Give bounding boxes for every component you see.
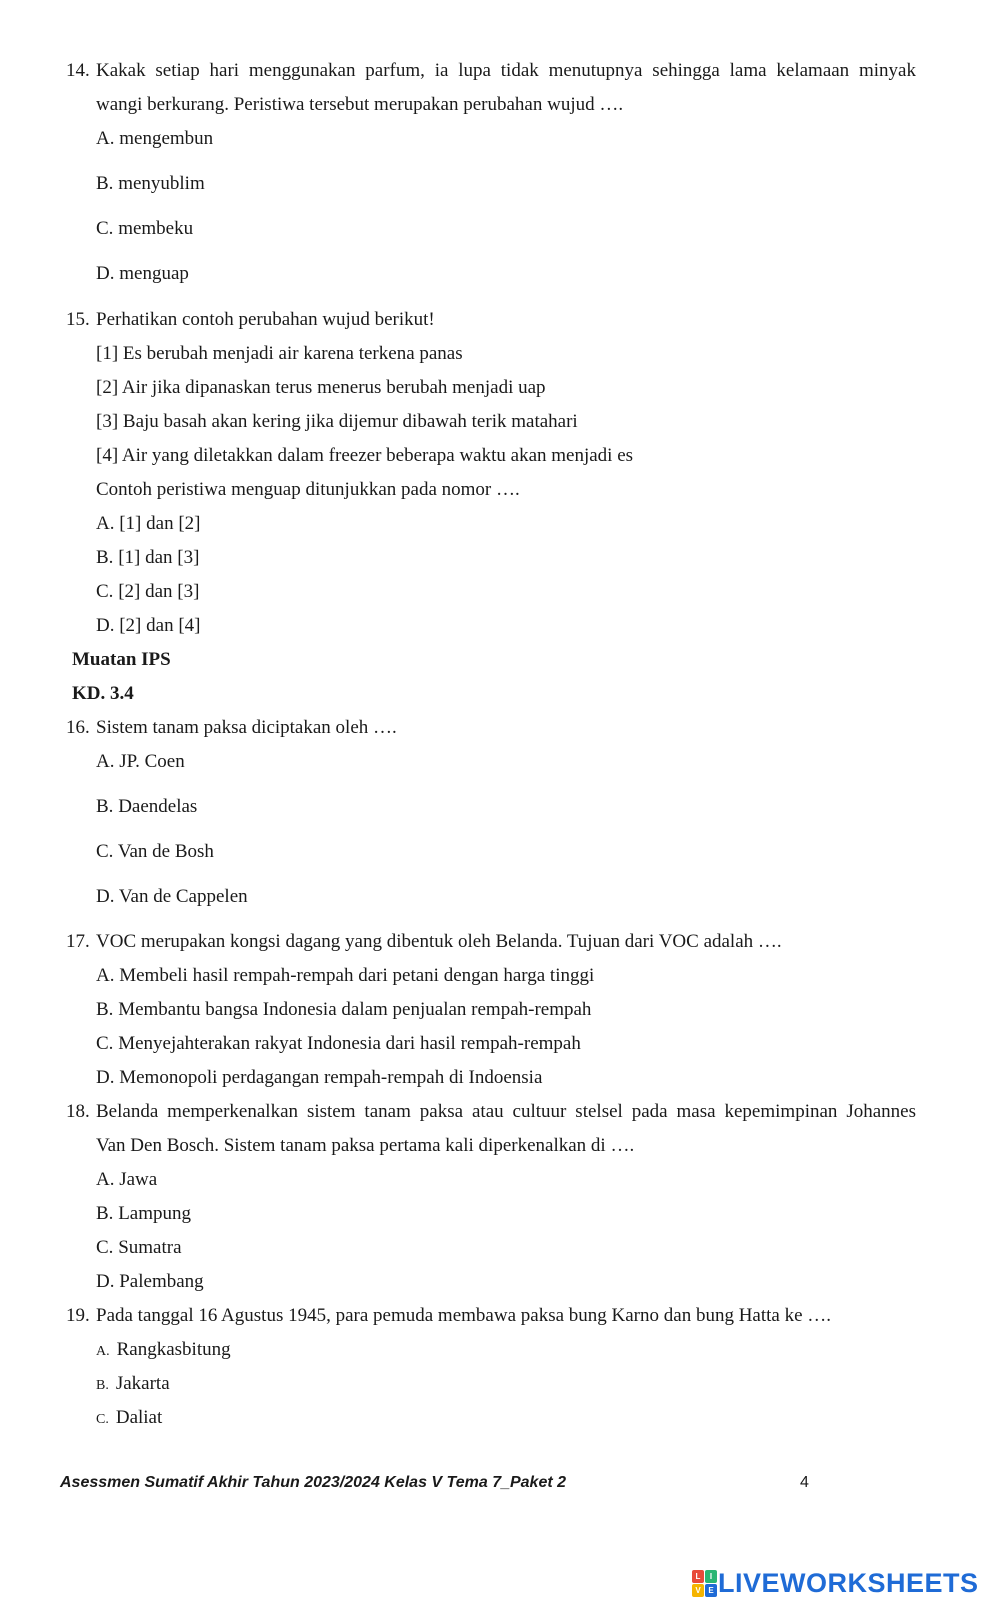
page-number: 4	[800, 1474, 809, 1491]
question-text: Pada tanggal 16 Agustus 1945, para pemuda membawa paksa bung Karno dan bung Hatta ke ….	[96, 1305, 832, 1326]
option-text: Van de Cappelen	[118, 886, 248, 907]
option-text: Daliat	[115, 1407, 163, 1428]
option-letter: C.	[96, 1412, 109, 1427]
option-letter: C.	[96, 1237, 114, 1258]
logo-tile: E	[705, 1584, 717, 1597]
liveworksheets-logo-icon	[692, 1570, 716, 1596]
question-text: VOC merupakan kongsi dagang yang dibentuk oleh Belanda. Tujuan dari VOC adalah ….	[96, 931, 782, 952]
option-letter: D.	[96, 263, 115, 284]
option-letter: C.	[96, 581, 114, 602]
option-text: Menyejahterakan rakyat Indonesia dari hasil rempah-rempah	[118, 1033, 581, 1054]
question-text-line2: wangi berkurang. Peristiwa tersebut merupakan perubahan wujud ….	[96, 94, 624, 115]
option-text: Jakarta	[115, 1373, 170, 1394]
option-text: Palembang	[119, 1271, 204, 1292]
option-d[interactable]	[96, 885, 248, 909]
section-heading: Muatan IPS	[72, 649, 171, 670]
liveworksheets-brand[interactable]	[692, 1566, 979, 1600]
option-c[interactable]	[96, 840, 214, 864]
option-text: [1] dan [2]	[119, 513, 201, 534]
option-c[interactable]	[96, 1406, 162, 1432]
option-text: Membeli hasil rempah-rempah dari petani dengan harga tinggi	[119, 965, 595, 986]
option-letter: B.	[96, 173, 114, 194]
question-number: 15.	[66, 309, 90, 330]
question-number: 19.	[66, 1305, 90, 1326]
option-b[interactable]	[96, 546, 199, 570]
option-a[interactable]	[96, 1338, 231, 1364]
option-letter: B.	[96, 1378, 109, 1393]
option-text: Membantu bangsa Indonesia dalam penjualan rempah-rempah	[118, 999, 592, 1020]
option-letter: D.	[96, 1067, 115, 1088]
logo-tile: V	[692, 1584, 704, 1597]
option-text: Memonopoli perdagangan rempah-rempah di Indoensia	[119, 1067, 543, 1088]
option-c[interactable]	[96, 580, 199, 604]
option-text: menguap	[119, 263, 189, 284]
option-letter: B.	[96, 796, 114, 817]
option-b[interactable]	[96, 172, 205, 196]
option-letter: A.	[96, 1344, 110, 1359]
brand-name: LIVEWORKSHEETS	[718, 1567, 979, 1598]
option-text: mengembun	[119, 128, 214, 149]
option-letter: D.	[96, 1271, 115, 1292]
option-text: Sumatra	[118, 1237, 182, 1258]
option-letter: C.	[96, 841, 114, 862]
footer-title: Asessmen Sumatif Akhir Tahun 2023/2024 Kelas V Tema 7_Paket 2	[60, 1474, 567, 1491]
question-text-line2: Van Den Bosch. Sistem tanam paksa pertama kali diperkenalkan di ….	[96, 1135, 635, 1156]
option-c[interactable]	[96, 217, 193, 241]
option-c[interactable]	[96, 1032, 581, 1056]
option-text: [1] dan [3]	[118, 547, 200, 568]
question-prompt: Contoh peristiwa menguap ditunjukkan pada nomor ….	[96, 479, 520, 500]
option-letter: A.	[96, 128, 115, 149]
option-text: Jawa	[119, 1169, 158, 1190]
option-b[interactable]	[96, 1202, 191, 1226]
option-letter: D.	[96, 615, 115, 636]
option-letter: A.	[96, 965, 115, 986]
kd-heading: KD. 3.4	[72, 683, 134, 704]
option-a[interactable]	[96, 127, 213, 151]
option-text: Daendelas	[118, 796, 198, 817]
option-text: menyublim	[118, 173, 205, 194]
option-d[interactable]	[96, 1270, 204, 1294]
option-b[interactable]	[96, 998, 591, 1022]
option-letter: C.	[96, 218, 114, 239]
option-a[interactable]	[96, 964, 594, 988]
option-text: [2] dan [3]	[118, 581, 200, 602]
question-number: 17.	[66, 931, 90, 952]
option-letter: A.	[96, 1169, 115, 1190]
statement-item: [3] Baju basah akan kering jika dijemur dibawah terik matahari	[96, 411, 578, 432]
question-number: 14.	[66, 60, 90, 81]
option-text: [2] dan [4]	[119, 615, 201, 636]
option-text: JP. Coen	[119, 751, 185, 772]
option-a[interactable]	[96, 750, 185, 774]
statement-item: [2] Air jika dipanaskan terus menerus berubah menjadi uap	[96, 377, 546, 398]
option-c[interactable]	[96, 1236, 182, 1260]
logo-tile: I	[705, 1570, 717, 1583]
option-letter: B.	[96, 1203, 114, 1224]
logo-tile: L	[692, 1570, 704, 1583]
option-a[interactable]	[96, 512, 200, 536]
option-letter: C.	[96, 1033, 114, 1054]
question-text: Sistem tanam paksa diciptakan oleh ….	[96, 717, 397, 738]
question-text-line1: Kakak setiap hari menggunakan parfum, ia lupa tidak menutupnya sehingga lama kelamaan minyak	[96, 60, 916, 81]
question-text-line1: Belanda memperkenalkan sistem tanam paksa atau cultuur stelsel pada masa kepemimpinan Johannes	[96, 1101, 916, 1122]
option-a[interactable]	[96, 1168, 157, 1192]
option-b[interactable]	[96, 1372, 170, 1398]
option-b[interactable]	[96, 795, 197, 819]
option-text: Van de Bosh	[117, 841, 214, 862]
option-d[interactable]	[96, 614, 200, 638]
question-number: 16.	[66, 717, 90, 738]
option-text: Lampung	[118, 1203, 192, 1224]
option-letter: A.	[96, 513, 115, 534]
option-letter: A.	[96, 751, 115, 772]
question-number: 18.	[66, 1101, 90, 1122]
option-text: Rangkasbitung	[116, 1339, 231, 1360]
option-text: membeku	[118, 218, 194, 239]
option-d[interactable]	[96, 1066, 542, 1090]
question-text: Perhatikan contoh perubahan wujud berikut!	[96, 309, 435, 330]
statement-item: [1] Es berubah menjadi air karena terkena panas	[96, 343, 463, 364]
option-letter: B.	[96, 999, 114, 1020]
option-letter: B.	[96, 547, 114, 568]
option-letter: D.	[96, 886, 115, 907]
option-d[interactable]	[96, 262, 189, 286]
statement-item: [4] Air yang diletakkan dalam freezer beberapa waktu akan menjadi es	[96, 445, 634, 466]
